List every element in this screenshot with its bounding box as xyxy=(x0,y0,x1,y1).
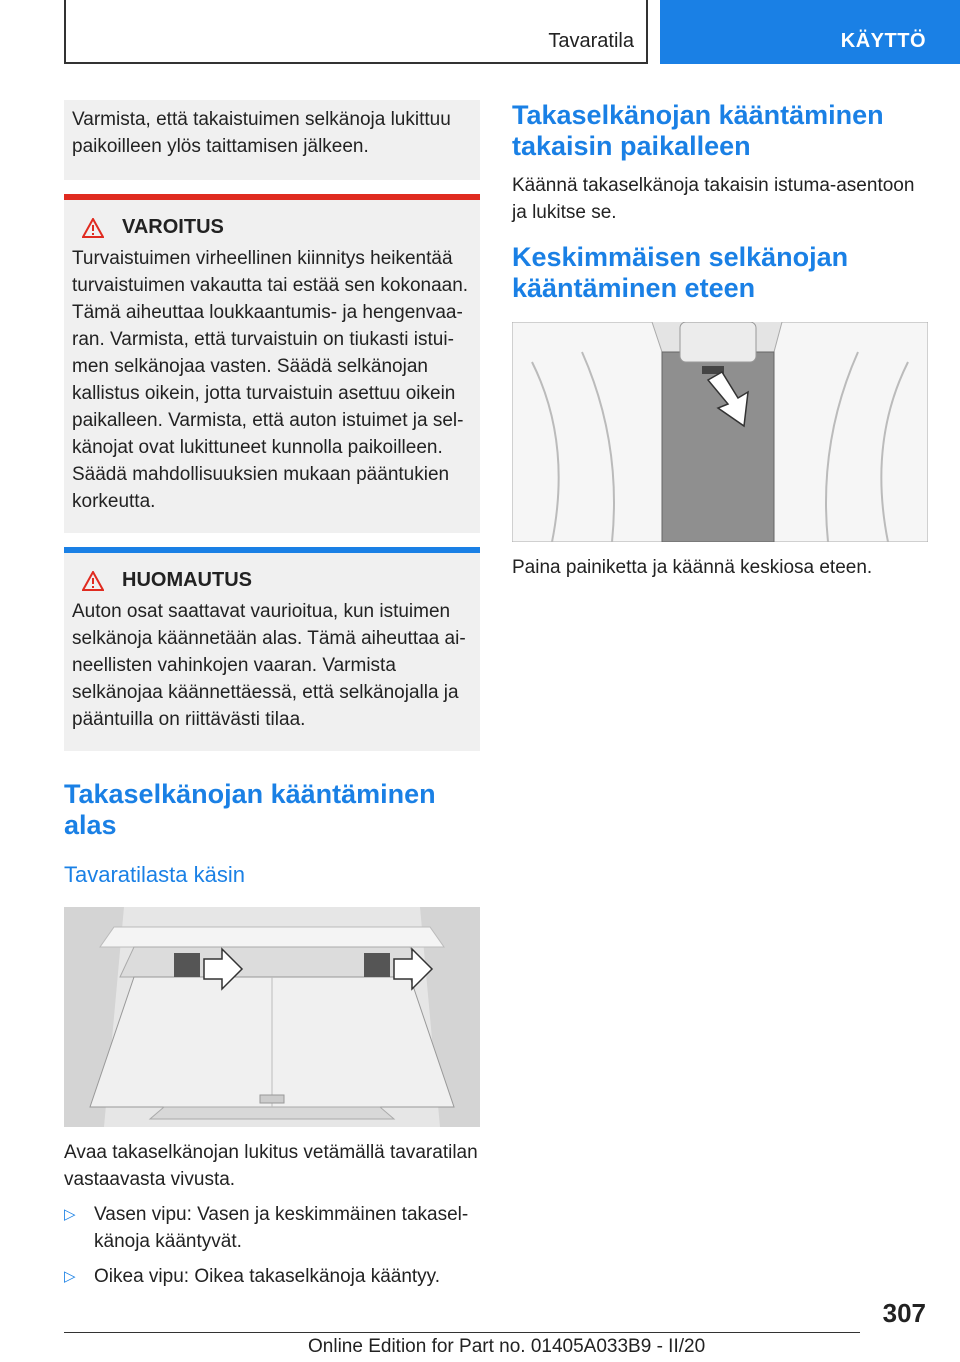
warning-box xyxy=(64,194,480,533)
list-item-text: Oikea vipu: Oikea takaselkänoja kääntyy. xyxy=(94,1266,441,1287)
warning-text: Turvaistuimen virheellinen kiinnitys heikentää turvaistuimen vakautta tai estää sen kokonaan. Tämä aiheuttaa loukkaantumis- ja hengenvaaran. Varmista, että turvaistuin on tiukasti istuimen selkänojaa vasten. Säädä selkänojan kallistus oikein, jotta turvaistuin asettuu oikein paikalleen. Varmista, että auton istuimet ja selkänojat ovat lukittuneet kunnolla paikoilleen. Säädä mahdollisuuksien mukaan pääntukien korkeutta. xyxy=(72,248,469,512)
bullet-triangle-icon: ▷ xyxy=(64,1268,76,1285)
intro-text: Varmista, että takaistuimen selkänoja lukittuu paikoilleen ylös taittamisen jälkeen. xyxy=(72,109,451,157)
warning-triangle-icon xyxy=(82,571,104,591)
right-column xyxy=(512,100,928,581)
note-text: Auton osat saattavat vaurioitua, kun istuimen selkänoja käännetään alas. Tämä aiheuttaa aineellisten vahinkojen vaaran. Varmista selkänojaa käännettäessä, että selkänojalla ja pääntuilla on riittävästi tilaa. xyxy=(72,601,466,730)
section-heading-fold-down: Takaselkänojan kääntäminen alas xyxy=(64,779,436,840)
bullet-triangle-icon: ▷ xyxy=(64,1206,76,1223)
footer-edition: Online Edition for Part no. 01405A033B9 - II/20 xyxy=(308,1336,706,1357)
fold-back-text: Käännä takaselkänoja takaisin istuma-asentoon ja lukitse se. xyxy=(512,175,915,223)
page-number: 307 xyxy=(882,1298,926,1328)
intro-box xyxy=(64,100,480,180)
footer-divider xyxy=(64,1332,860,1333)
warning-title: VAROITUS xyxy=(122,216,224,238)
warning-triangle-icon xyxy=(82,218,104,238)
note-title: HUOMAUTUS xyxy=(122,569,252,591)
header-chapter-tab xyxy=(660,0,960,64)
section-heading-middle-backrest: Keskimmäisen selkänojan kääntäminen eteen xyxy=(512,242,849,303)
header-section-title: Tavaratila xyxy=(548,30,634,52)
figure-caption-trunk: Avaa takaselkänojan lukitus vetämällä tavaratilan vastaavasta vivusta. xyxy=(64,1142,478,1190)
section-heading-fold-back: Takaselkänojan kääntäminen takaisin paikalleen xyxy=(512,100,884,161)
left-column xyxy=(64,100,480,1290)
header-frame xyxy=(64,0,648,64)
subsection-heading-from-trunk: Tavaratilasta käsin xyxy=(64,862,245,887)
list-item xyxy=(64,1201,480,1255)
note-box xyxy=(64,547,480,751)
list-item-text: Vasen vipu: Vasen ja keskimmäinen takaselkänoja kääntyvät. xyxy=(94,1204,469,1252)
header-chapter-label: KÄYTTÖ xyxy=(840,30,926,52)
middle-backrest-illustration xyxy=(512,322,928,542)
trunk-illustration xyxy=(64,907,480,1127)
figure-caption-middle: Paina painiketta ja käännä keskiosa eteen. xyxy=(512,557,873,578)
list-item xyxy=(64,1263,480,1290)
